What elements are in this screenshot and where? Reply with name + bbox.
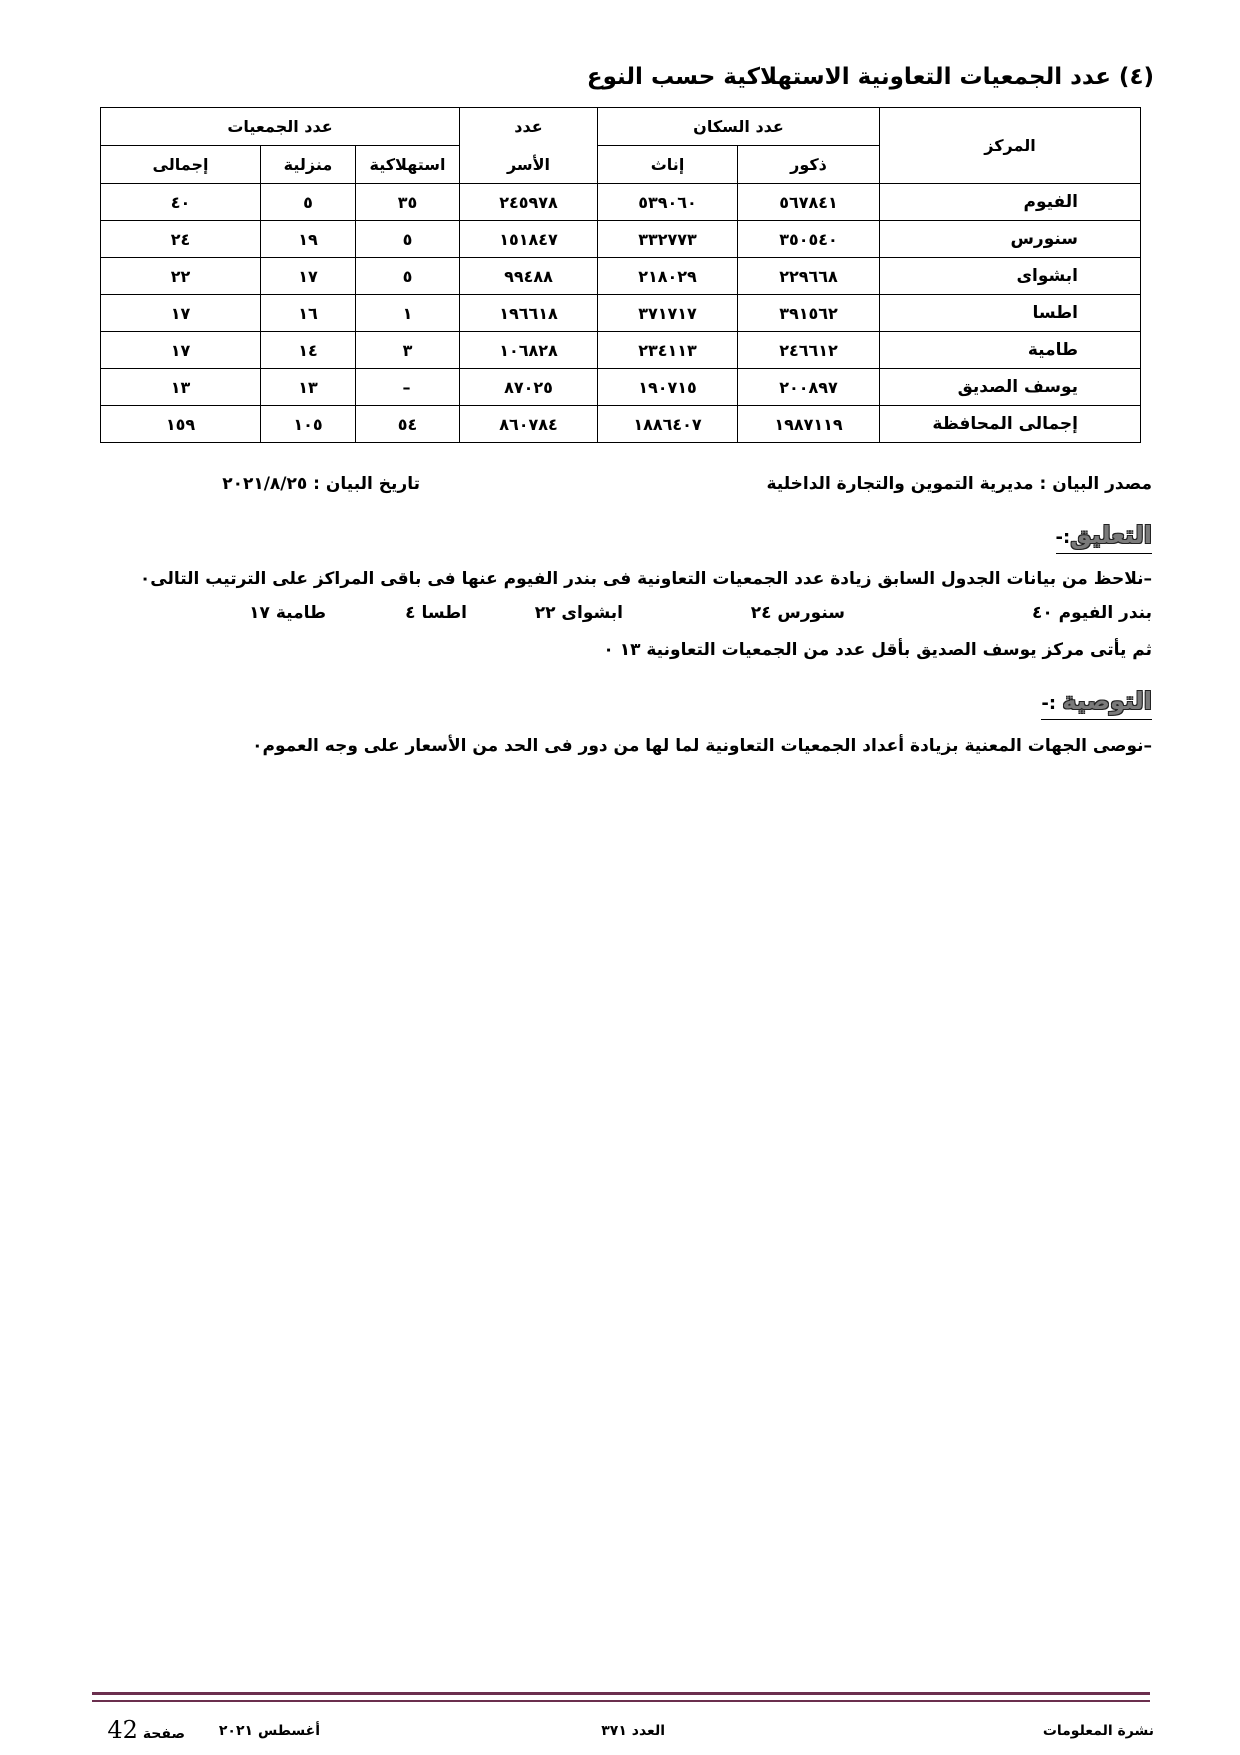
table-row — [101, 221, 1141, 258]
data-source: مصدر البيان : مديرية التموين والتجارة الداخلية — [766, 474, 1152, 494]
cell-total: ٤٠ — [101, 184, 261, 221]
comment-heading-word: التعليق — [1070, 521, 1152, 549]
ranking-item: طامية ١٧ — [249, 603, 326, 623]
header-consumer: استهلاكية — [356, 146, 460, 184]
cooperatives-table — [100, 107, 1141, 443]
cell-consumer: ٥ — [356, 258, 460, 295]
footer-page — [107, 1716, 185, 1744]
cell-household: ١٦ — [261, 295, 356, 332]
cell-household: ١٧ — [261, 258, 356, 295]
cell-males: ٣٩١٥٦٢ — [738, 295, 880, 332]
comment-heading-suffix: :- — [1055, 527, 1071, 548]
cell-consumer: ١ — [356, 295, 460, 332]
cell-females: ١٩٠٧١٥ — [598, 369, 738, 406]
header-household: منزلية — [261, 146, 356, 184]
cell-household: ١٣ — [261, 369, 356, 406]
header-societies: عدد الجمعيات — [101, 108, 460, 146]
table-row-total — [101, 406, 1141, 443]
cell-males: ٣٥٠٥٤٠ — [738, 221, 880, 258]
cell-males: ٢٠٠٨٩٧ — [738, 369, 880, 406]
footer-publication: نشرة المعلومات — [1042, 1723, 1154, 1739]
cell-household: ١٤ — [261, 332, 356, 369]
page-title: (٤) عدد الجمعيات التعاونية الاستهلاكية حسب النوع — [586, 64, 1154, 90]
cell-center: اطسا — [880, 295, 1141, 332]
table-row — [101, 295, 1141, 332]
cell-females: ٣٣٢٧٧٣ — [598, 221, 738, 258]
cell-household: ١٩ — [261, 221, 356, 258]
cell-females: ٣٧١٧١٧ — [598, 295, 738, 332]
cell-males: ١٩٨٧١١٩ — [738, 406, 880, 443]
cell-families: ٩٩٤٨٨ — [460, 258, 598, 295]
cell-total: ١٧ — [101, 332, 261, 369]
cell-center: يوسف الصديق — [880, 369, 1141, 406]
cell-females: ٢١٨٠٢٩ — [598, 258, 738, 295]
cell-males: ٢٤٦٦١٢ — [738, 332, 880, 369]
footer-issue: العدد ٣٧١ — [601, 1723, 665, 1739]
cell-consumer: ٥ — [356, 221, 460, 258]
cell-consumer: ٣٥ — [356, 184, 460, 221]
data-date: تاريخ البيان : ٢٠٢١/٨/٢٥ — [222, 474, 420, 494]
header-females: إناث — [598, 146, 738, 184]
table-row — [101, 258, 1141, 295]
cell-center: إجمالى المحافظة — [880, 406, 1141, 443]
header-families-bottom: الأسر — [460, 146, 598, 184]
cell-families: ٢٤٥٩٧٨ — [460, 184, 598, 221]
cell-consumer: ٣ — [356, 332, 460, 369]
cell-females: ٢٣٤١١٣ — [598, 332, 738, 369]
cell-families: ١٩٦٦١٨ — [460, 295, 598, 332]
footer-page-label: صفحة — [142, 1726, 185, 1742]
ranking-item: اطسا ٤ — [405, 603, 467, 623]
cell-center: ابشواى — [880, 258, 1141, 295]
table-row — [101, 184, 1141, 221]
comment-line-1: –نلاحظ من بيانات الجدول السابق زيادة عدد الجمعيات التعاونية فى بندر الفيوم عنها فى باقى المراكز على الترتيب التالى٠ — [139, 569, 1152, 589]
cell-total: ٢٤ — [101, 221, 261, 258]
cell-center: طامية — [880, 332, 1141, 369]
cell-center: الفيوم — [880, 184, 1141, 221]
comment-heading — [1056, 521, 1152, 554]
cell-total: ١٣ — [101, 369, 261, 406]
cell-males: ٥٦٧٨٤١ — [738, 184, 880, 221]
cell-household: ١٠٥ — [261, 406, 356, 443]
header-families-top: عدد — [460, 108, 598, 146]
cell-females: ٥٣٩٠٦٠ — [598, 184, 738, 221]
footer-date: أغسطس ٢٠٢١ — [218, 1723, 320, 1739]
cell-center: سنورس — [880, 221, 1141, 258]
cell-males: ٢٢٩٦٦٨ — [738, 258, 880, 295]
cell-total: ٢٢ — [101, 258, 261, 295]
footer-divider — [92, 1692, 1150, 1695]
table-row — [101, 332, 1141, 369]
cell-females: ١٨٨٦٤٠٧ — [598, 406, 738, 443]
recommendation-heading-word: التوصية — [1062, 687, 1152, 715]
cell-total: ١٧ — [101, 295, 261, 332]
header-males: ذكور — [738, 146, 880, 184]
cell-families: ٨٧٠٢٥ — [460, 369, 598, 406]
ranking-item: ابشواى ٢٢ — [534, 603, 623, 623]
ranking-item: بندر الفيوم ٤٠ — [1031, 603, 1152, 623]
header-center: المركز — [880, 108, 1141, 184]
ranking-item: سنورس ٢٤ — [750, 603, 845, 623]
header-population: عدد السكان — [598, 108, 880, 146]
comment-line-3: ثم يأتى مركز يوسف الصديق بأقل عدد من الجمعيات التعاونية ١٣ ٠ — [603, 640, 1152, 660]
cell-household: ٥ — [261, 184, 356, 221]
cell-families: ٨٦٠٧٨٤ — [460, 406, 598, 443]
cell-families: ١٠٦٨٢٨ — [460, 332, 598, 369]
cell-total: ١٥٩ — [101, 406, 261, 443]
recommendation-line-1: –نوصى الجهات المعنية بزيادة أعداد الجمعيات التعاونية لما لها من دور فى الحد من الأسعار على وجه العموم٠ — [252, 736, 1152, 756]
footer-page-number: 42 — [107, 1716, 138, 1744]
cell-consumer: – — [356, 369, 460, 406]
footer-divider — [92, 1700, 1150, 1702]
cell-families: ١٥١٨٤٧ — [460, 221, 598, 258]
recommendation-heading — [1041, 687, 1152, 720]
header-total: إجمالى — [101, 146, 261, 184]
recommendation-heading-suffix: :- — [1041, 693, 1057, 714]
table-row — [101, 369, 1141, 406]
cell-consumer: ٥٤ — [356, 406, 460, 443]
